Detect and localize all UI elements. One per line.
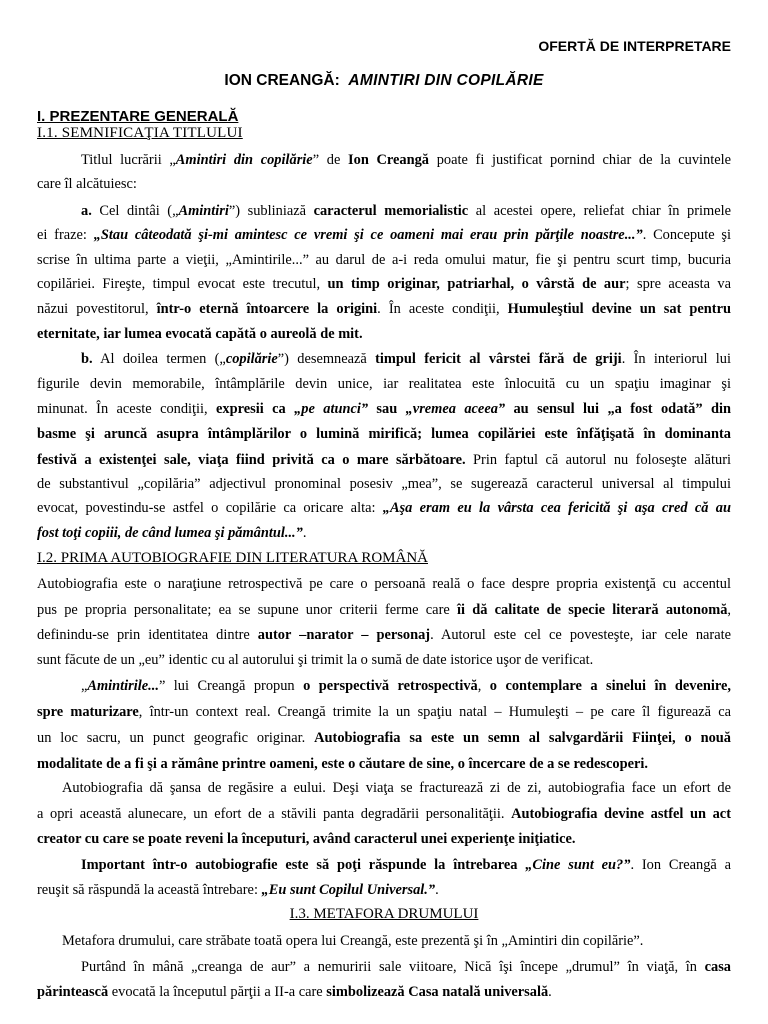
paragraph-line: Titlul lucrării „Amintiri din copilărie” de Ion Creangă poate fi justificat pornind chiar de la cuvintele: [81, 152, 731, 168]
paragraph-line: un loc sacru, un punct geografic originar. Autobiografia sa este un semn al salvgardării Fiinţei, o nouă: [37, 730, 732, 746]
author-name: ION CREANGĂ:: [224, 72, 340, 89]
paragraph-line: evocat, povestindu-se astfel o copilărie ca oricare alta: „Aşa eram eu la vârsta cea fericită şi aşa cred că au: [37, 500, 731, 516]
subsection-heading: I.3. METAFORA DRUMULUI: [289, 906, 479, 922]
paragraph-line: b. Al doilea termen („copilărie”) desemnează timpul fericit al vârstei fără de griji. În interiorul lui: [81, 351, 731, 367]
paragraph-line: Metafora drumului, care străbate toată opera lui Creangă, este prezentă şi în „Amintiri din copilărie”.: [62, 933, 644, 949]
paragraph-line: Autobiografia dă şansa de regăsire a eului. Deşi viaţa se fracturează zi de zi, autobiografia face un efort de: [62, 780, 731, 796]
paragraph-line: Purtând în mână „creanga de aur” a nemuririi sale viitoare, Nică îşi începe „drumul” în viaţă, în casa: [81, 959, 731, 975]
paragraph-line: care îl alcătuiesc:: [37, 176, 137, 192]
paragraph-line: copilăriei. Fireşte, timpul evocat este trecutul, un timp originar, patriarhal, o vârstă de aur; spre aceasta va: [37, 276, 731, 292]
paragraph-line: reuşit să răspundă la această întrebare: „Eu sunt Copilul Universal.”.: [37, 882, 439, 898]
paragraph-line: ei fraze: „Stau câteodată şi-mi amintesc ce vremi şi ce oameni mai erau prin părţile noastre...”. Concepute şi: [37, 227, 731, 243]
paragraph-line: Autobiografia este o naraţiune retrospectivă pe care o persoană reală o face despre propria existenţă cu accentul: [37, 576, 731, 592]
paragraph-line: basme şi aruncă asupra întâmplărilor o lumină mirifică; lumea copilăriei este înfăţişată în dominanta: [37, 426, 731, 442]
document-label: OFERTĂ DE INTERPRETARE: [538, 38, 731, 54]
paragraph-line: creator cu care se poate reveni la începuturi, având caracterul unei experienţe iniţiatice.: [37, 831, 576, 847]
paragraph-line: definindu-se prin identitatea dintre autor –narator – personaj. Autorul este cel ce povesteşte, iar cele narate: [37, 627, 731, 643]
paragraph-line: a opri această alunecare, un efort de a stăvili panta degradării personalităţii. Autobiografia devine astfel un act: [37, 806, 731, 822]
paragraph-line: figurile devin memorabile, întâmplările devin unice, iar realitatea este înlocuită cu un spaţiu imaginar şi: [37, 376, 731, 392]
paragraph-line: eternitate, iar lumea evocată capătă o aureolă de mit.: [37, 326, 363, 342]
paragraph-line: Important într-o autobiografie este să poţi răspunde la întrebarea „Cine sunt eu?”. Ion Creangă a: [81, 857, 731, 873]
work-title: AMINTIRI DIN COPILĂRIE: [348, 72, 544, 89]
paragraph-line: fost toţi copiii, de când lumea şi pământul...”.: [37, 525, 307, 541]
paragraph-line: spre maturizare, într-un context real. Creangă trimite la un spaţiu natal – Humuleşti – pe care îl figurează ca: [37, 704, 731, 720]
paragraph-line: modalitate de a fi şi a rămâne printre oameni, este o căutare de sine, o încercare de a se redescoperi.: [37, 756, 648, 772]
paragraph-line: a. Cel dintâi („Amintiri”) subliniază caracterul memorialistic al acestei opere, reliefat chiar în primele: [81, 203, 731, 219]
paragraph-line: sunt făcute de un „eu” identic cu al autorului şi trimit la o sumă de date istorice uşor de verificat.: [37, 652, 594, 668]
section-heading: I. PREZENTARE GENERALĂ: [37, 108, 239, 125]
subsection-heading: I.1. SEMNIFICAŢIA TITLULUI: [37, 125, 243, 141]
paragraph-line: de substantivul „copilăria” adjectivul pronominal posesiv „mea”, se sugerează caracterul universal al timpului: [37, 476, 731, 492]
paragraph-line: scrise în ultima parte a vieţii, „Amintirile...” au darul de a-i reda omului matur, fie şi pentru scurt timp, bucuria: [37, 252, 731, 268]
paragraph-line: pus pe propria personalitate; ea se supune unor criterii ferme care îi dă calitate de specie literară autonomă,: [37, 602, 731, 618]
paragraph-line: năzui povestitorul, într-o eternă întoarcere la origini. În aceste condiţii, Humuleştiul devine un sat pentru: [37, 301, 731, 317]
paragraph-line: „Amintirile...” lui Creangă propun o perspectivă retrospectivă, o contemplare a sinelui în devenire,: [81, 678, 732, 694]
paragraph-line: minunat. În aceste condiţii, expresii ca „pe atunci” sau „vremea aceea” au sensul lui „a fost odată” din: [37, 401, 731, 417]
document-title: [0, 72, 768, 90]
paragraph-line: părintească evocată la începutul părţii a II-a care simbolizează Casa natală universală.: [37, 984, 552, 1000]
paragraph-line: festivă a existenţei sale, viaţa fiind privită ca o mare sărbătoare. Prin faptul că autorul nu foloseşte alături: [37, 452, 731, 468]
subsection-heading: I.2. PRIMA AUTOBIOGRAFIE DIN LITERATURA ROMÂNĂ: [37, 550, 428, 566]
